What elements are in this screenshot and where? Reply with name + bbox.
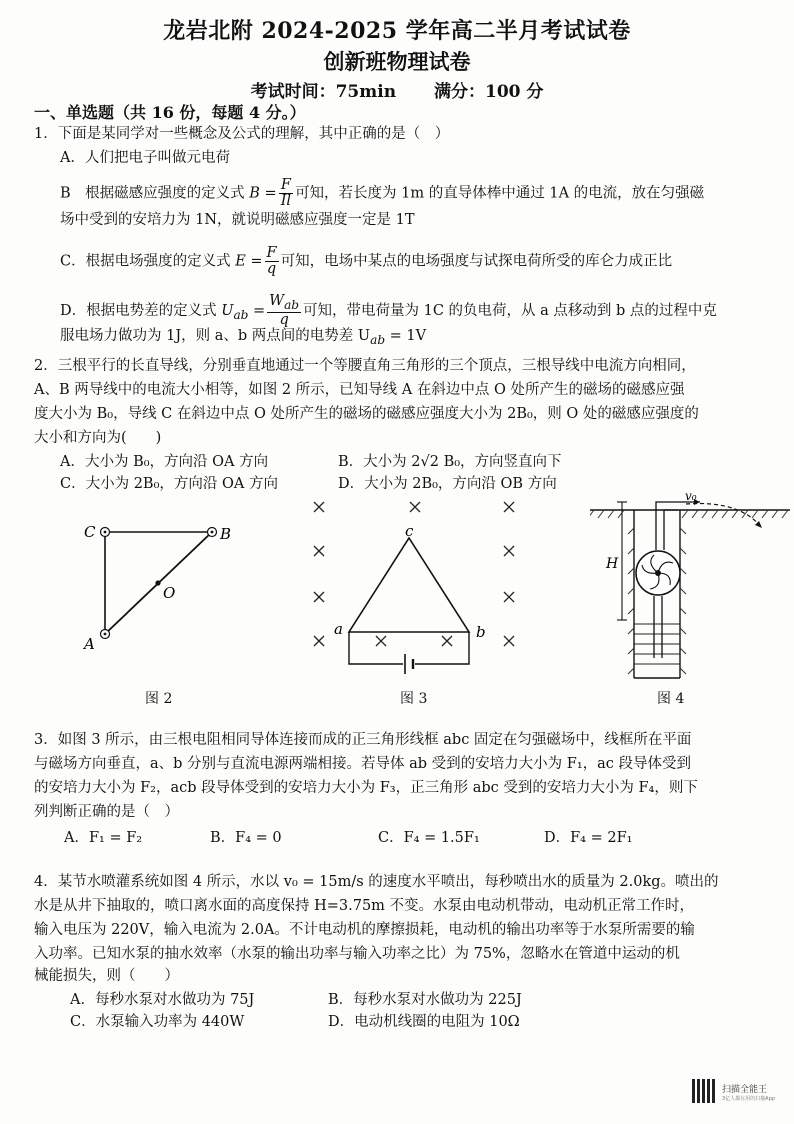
q2-line4: 大小和方向为( ) bbox=[34, 430, 162, 446]
q1-b-lhs: B = bbox=[249, 185, 277, 202]
figure-4 bbox=[590, 488, 790, 688]
q4-line2: 水是从井下抽取的，喷口离水面的高度保持 H=3.75m 不变。水泵由电动机带动，电动机正常工作时， bbox=[34, 898, 695, 914]
q1-c-lhs: E = bbox=[235, 253, 263, 270]
q4-line4: 入功率。已知水泵的抽水效率（水泵的输出功率与输入功率之比）为 75%，忽略水在管道中运动的机 bbox=[34, 946, 680, 962]
q2-option-d: D．大小为 2B₀，方向沿 OB 方向 bbox=[338, 476, 557, 492]
fig2-label-b: B bbox=[220, 525, 232, 543]
q1-c-den: q bbox=[266, 261, 277, 278]
fig2-label-a: A bbox=[84, 635, 95, 653]
fig4-ground-hatch bbox=[590, 510, 788, 518]
q4-line1: 4．某节水喷灌系统如图 4 所示，水以 v₀ = 15m/s 的速度水平喷出，每秒喷出水的质量为 2.0kg。喷出的 bbox=[34, 874, 719, 890]
fig3-label-a: a bbox=[334, 620, 343, 638]
fig3-label-c: c bbox=[405, 522, 414, 540]
fig4-label-v0: v₀ bbox=[685, 489, 697, 503]
q4-line3: 输入电压为 220V，输入电流为 2.0A。不计电动机的摩擦损耗，电动机的输出功率等于水泵所需要的输 bbox=[34, 922, 695, 938]
fig2-caption: 图 2 bbox=[145, 691, 173, 707]
q1-option-b-cont: 场中受到的安培力为 1N，就说明磁感应强度一定是 1T bbox=[60, 212, 415, 228]
scanner-watermark bbox=[692, 1079, 782, 1109]
qr-code-icon bbox=[692, 1079, 716, 1103]
watermark-text: 扫描全能王 bbox=[722, 1085, 768, 1095]
q1-c-post: 可知，电场中某点的电场强度与试探电荷所受的库仑力成正比 bbox=[280, 253, 673, 270]
full-score: 满分：100 分 bbox=[433, 82, 544, 102]
q1-c-num: F bbox=[266, 245, 277, 261]
q1-c-pre: C．根据电场强度的定义式 bbox=[60, 253, 231, 270]
q1-option-a: A．人们把电子叫做元电荷 bbox=[60, 150, 230, 166]
section-title: 一、单选题（共 16 份，每题 4 分。） bbox=[34, 103, 306, 122]
q4-option-d: D．电动机线圈的电阻为 10Ω bbox=[328, 1014, 520, 1030]
fig4-caption: 图 4 bbox=[657, 691, 685, 707]
q3-line4: 列判断正确的是（ ） bbox=[34, 804, 179, 820]
q1-d-pre: D．根据电势差的定义式 bbox=[60, 302, 217, 319]
q1-option-c bbox=[60, 246, 672, 277]
q1-d-lhs: U bbox=[221, 302, 234, 319]
q2-option-c: C．大小为 2B₀，方向沿 OA 方向 bbox=[60, 476, 278, 492]
q1-b-fraction bbox=[279, 178, 293, 209]
q1-b-den: Il bbox=[280, 193, 292, 210]
q1-d-sub: ab bbox=[233, 307, 249, 322]
fig2-label-c: C bbox=[84, 523, 96, 541]
fig4-trajectory-arrowhead bbox=[755, 521, 762, 528]
q1-d-den: q bbox=[279, 311, 289, 328]
figure-2 bbox=[70, 512, 250, 662]
q4-line5: 械能损失，则（ ） bbox=[34, 968, 179, 984]
q3-line2: 与磁场方向垂直，a、b 分别与直流电源两端相接。若导体 ab 受到的安培力大小为 F₁，ac 段导体受到 bbox=[34, 756, 692, 772]
q1-d-post: 可知，带电荷量为 1C 的负电荷，从 a 点移动到 b 点的过程中克 bbox=[303, 302, 717, 319]
q4-option-b: B．每秒水泵对水做功为 225J bbox=[328, 992, 522, 1008]
fig2-wire-a-dot bbox=[104, 633, 107, 636]
q1-stem: 1．下面是某同学对一些概念及公式的理解，其中正确的是（ ） bbox=[34, 126, 450, 142]
fig2-point-o bbox=[155, 580, 160, 585]
watermark-subtext: 3亿人都在用的扫描App bbox=[722, 1096, 775, 1102]
q1-option-d bbox=[60, 294, 717, 328]
q3-line3: 的安培力大小为 F₂，acb 段导体受到的安培力大小为 F₃，正三角形 abc 受到的安培力大小为 F₄，则下 bbox=[34, 780, 698, 796]
q1-d-fraction bbox=[267, 294, 301, 328]
q1-c-fraction bbox=[265, 246, 279, 277]
q2-line1: 2．三根平行的长直导线，分别垂直地通过一个等腰直角三角形的三个顶点，三根导线中电流方向相同， bbox=[34, 358, 696, 374]
q2-line3: 度大小为 B₀，导线 C 在斜边中点 O 处所产生的磁场的磁感应强度大小为 2B₀，则 O 处的磁感应强度的 bbox=[34, 406, 699, 422]
fig4-pump-axle bbox=[655, 570, 661, 576]
q1-d-num-w: W bbox=[269, 293, 285, 309]
fig3-caption: 图 3 bbox=[400, 691, 428, 707]
exam-info bbox=[0, 77, 794, 102]
q1-b-num: F bbox=[279, 178, 293, 194]
fig4-water bbox=[634, 624, 680, 664]
q3-option-b: B．F₄ = 0 bbox=[210, 830, 282, 846]
q1-d-num bbox=[267, 294, 301, 313]
q2-option-a: A．大小为 B₀，方向沿 OA 方向 bbox=[60, 454, 269, 470]
fig2-label-o: O bbox=[163, 584, 176, 602]
q2-line2: A、B 两导线中的电流大小相等，如图 2 所示，已知导线 A 在斜边中点 O 处所产生的磁场的磁感应强 bbox=[34, 382, 685, 398]
exam-subject-title: 创新班物理试卷 bbox=[323, 49, 471, 74]
fig4-pipe-lower bbox=[654, 596, 662, 658]
q3-option-d: D．F₄ = 2F₁ bbox=[544, 830, 633, 846]
exam-title: 龙岩北附 2024-2025 学年高二半月考试试卷 bbox=[163, 18, 631, 44]
q1-b-pre: B 根据磁感应强度的定义式 bbox=[60, 185, 245, 202]
fig3-triangle-frame bbox=[349, 538, 469, 632]
fig4-label-h: H bbox=[606, 556, 619, 572]
q1-d-cont-end: = 1V bbox=[385, 328, 427, 344]
fig4-pipe-upper bbox=[656, 502, 678, 550]
q1-option-d-cont bbox=[60, 326, 426, 350]
exam-time: 考试时间：75min bbox=[250, 82, 397, 102]
fig2-wire-b-dot bbox=[211, 531, 214, 534]
figure-3 bbox=[298, 494, 528, 684]
q4-option-c: C．水泵输入功率为 440W bbox=[70, 1014, 245, 1030]
q3-option-c: C．F₄ = 1.5F₁ bbox=[378, 830, 480, 846]
q2-option-b: B．大小为 2√2 B₀，方向竖直向下 bbox=[338, 454, 562, 470]
q3-option-a: A．F₁ = F₂ bbox=[64, 830, 143, 846]
q1-option-b bbox=[60, 178, 704, 209]
fig3-label-b: b bbox=[476, 623, 486, 641]
q1-d-cont-sub: ab bbox=[370, 332, 386, 347]
q1-d-eq: = bbox=[248, 302, 266, 319]
q1-d-num-sub: ab bbox=[284, 297, 300, 312]
q3-line1: 3．如图 3 所示，由三根电阻相同导体连接而成的正三角形线框 abc 固定在匀强磁场中，线框所在平面 bbox=[34, 732, 692, 748]
q1-d-cont: 服电场力做功为 1J，则 a、b 两点间的电势差 U bbox=[60, 328, 371, 344]
fig4-well-hatch bbox=[628, 528, 686, 674]
q1-b-post: 可知，若长度为 1m 的直导体棒中通过 1A 的电流，放在匀强磁 bbox=[295, 185, 705, 202]
q4-option-a: A．每秒水泵对水做功为 75J bbox=[70, 992, 255, 1008]
fig2-wire-c-dot bbox=[104, 531, 107, 534]
